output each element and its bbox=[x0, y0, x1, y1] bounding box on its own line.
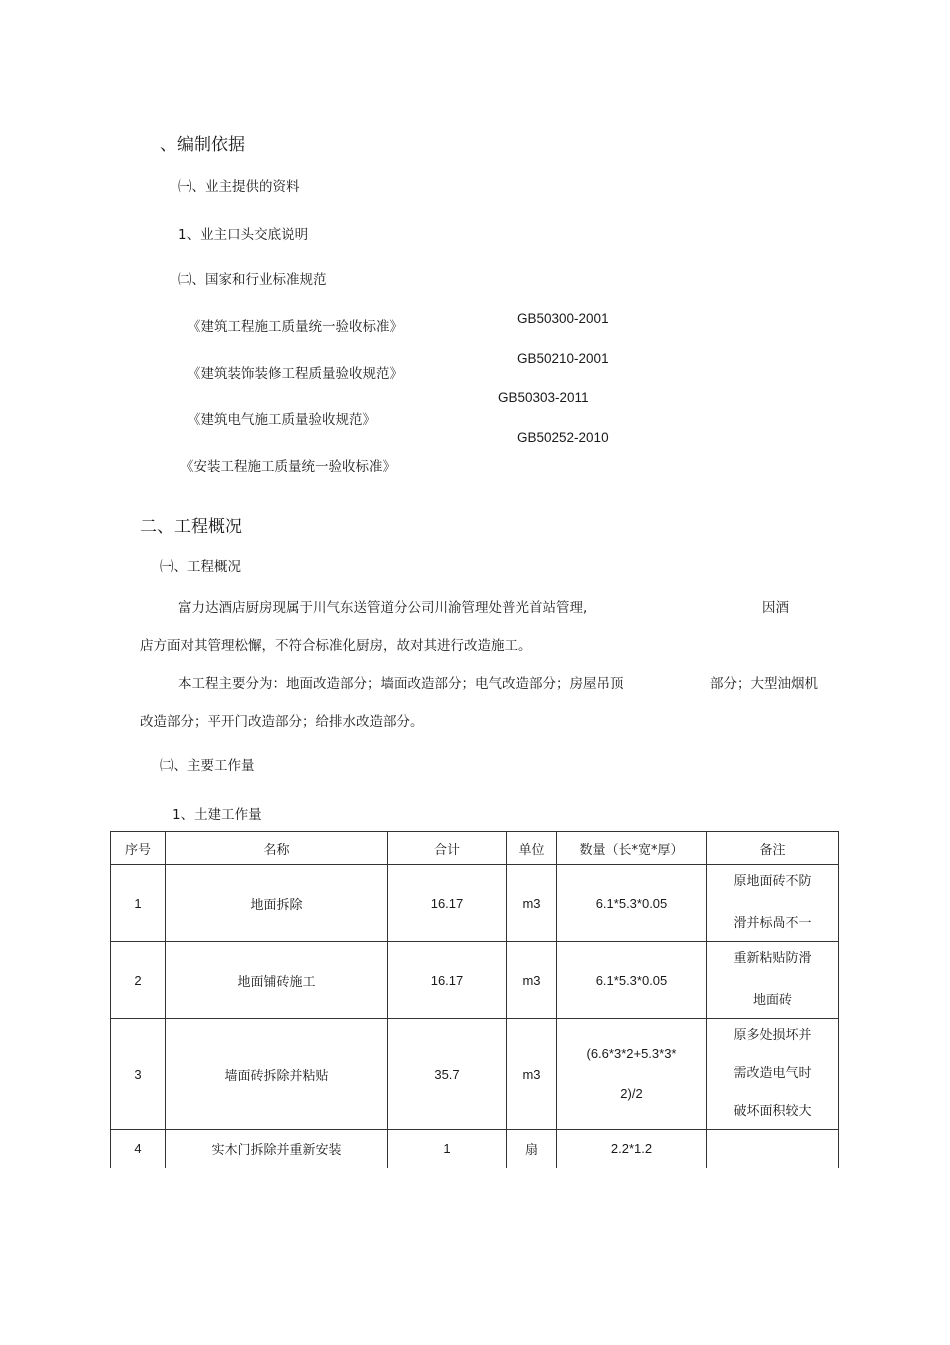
note-line: 原地面砖不防 bbox=[733, 874, 812, 889]
subsection-main-workload: ㈡、主要工作量 bbox=[160, 758, 255, 774]
cell-qty: 2.2*1.2 bbox=[557, 1130, 707, 1168]
cell-qty: 6.1*5.3*0.05 bbox=[557, 942, 707, 1019]
subsection-overview: ㈠、工程概况 bbox=[160, 559, 241, 575]
section-title-basis: 、编制依据 bbox=[160, 135, 245, 155]
cell-name: 实木门拆除并重新安装 bbox=[166, 1130, 388, 1168]
qty-line: (6.6*3*2+5.3*3* bbox=[586, 1046, 677, 1061]
cell-total: 1 bbox=[388, 1130, 507, 1168]
note-line: 地面砖 bbox=[752, 993, 792, 1008]
cell-total: 35.7 bbox=[388, 1019, 507, 1130]
cell-note bbox=[707, 942, 839, 1019]
note-line: 原多处损坏并 bbox=[733, 1028, 812, 1043]
cell-no: 4 bbox=[111, 1130, 166, 1168]
workload-table bbox=[110, 831, 839, 1168]
cell-unit: m3 bbox=[507, 865, 557, 942]
header-cell: 备注 bbox=[707, 832, 839, 865]
header-cell: 数量（长*宽*厚） bbox=[557, 832, 707, 865]
note-line: 需改造电气时 bbox=[733, 1066, 812, 1081]
standard-code: GB50303-2011 bbox=[498, 390, 589, 405]
table-row bbox=[111, 1019, 839, 1130]
qty-line: 2)/2 bbox=[620, 1086, 643, 1101]
cell-name: 墙面砖拆除并粘贴 bbox=[166, 1019, 388, 1130]
paragraph-text: 店方面对其管理松懈，不符合标准化厨房，故对其进行改造施工。 bbox=[140, 638, 532, 654]
paragraph-text: 部分；大型油烟机 bbox=[710, 676, 818, 692]
cell-qty bbox=[557, 1019, 707, 1130]
note-line: 破坏面积较大 bbox=[733, 1104, 812, 1119]
standard-name: 《建筑装饰装修工程质量验收规范》 bbox=[187, 366, 403, 382]
standard-name: 《建筑工程施工质量统一验收标准》 bbox=[187, 319, 403, 335]
standard-name: 《安装工程施工质量统一验收标准》 bbox=[180, 459, 396, 475]
table-row bbox=[111, 942, 839, 1019]
header-cell: 序号 bbox=[111, 832, 166, 865]
section-title-overview: 二、工程概况 bbox=[140, 517, 242, 537]
cell-total: 16.17 bbox=[388, 865, 507, 942]
cell-note bbox=[707, 865, 839, 942]
header-cell: 合计 bbox=[388, 832, 507, 865]
standard-code: GB50210-2001 bbox=[517, 351, 609, 366]
cell-no: 1 bbox=[111, 865, 166, 942]
paragraph-text: 因酒 bbox=[762, 600, 789, 616]
subsection-national-standards: ㈡、国家和行业标准规范 bbox=[178, 272, 327, 288]
cell-qty: 6.1*5.3*0.05 bbox=[557, 865, 707, 942]
standard-name: 《建筑电气施工质量验收规范》 bbox=[187, 412, 376, 428]
cell-note bbox=[707, 1130, 839, 1168]
note-line: 重新粘贴防滑 bbox=[733, 951, 812, 966]
cell-unit: m3 bbox=[507, 1019, 557, 1130]
standard-code: GB50252-2010 bbox=[517, 430, 609, 445]
item-owner-verbal: 1、业主口头交底说明 bbox=[178, 227, 309, 243]
table-header-row bbox=[111, 832, 839, 865]
header-cell: 单位 bbox=[507, 832, 557, 865]
table-row bbox=[111, 865, 839, 942]
paragraph-text: 改造部分；平开门改造部分；给排水改造部分。 bbox=[140, 714, 424, 730]
cell-total: 16.17 bbox=[388, 942, 507, 1019]
cell-no: 2 bbox=[111, 942, 166, 1019]
cell-note bbox=[707, 1019, 839, 1130]
subsection-owner-materials: ㈠、业主提供的资料 bbox=[178, 179, 300, 195]
standard-code: GB50300-2001 bbox=[517, 311, 609, 326]
cell-name: 地面拆除 bbox=[166, 865, 388, 942]
paragraph-text: 本工程主要分为：地面改造部分；墙面改造部分；电气改造部分；房屋吊顶 bbox=[178, 676, 624, 692]
table-row bbox=[111, 1130, 839, 1168]
item-civil-workload: 1、土建工作量 bbox=[172, 807, 262, 823]
cell-name: 地面铺砖施工 bbox=[166, 942, 388, 1019]
note-line: 滑并标咼不一 bbox=[733, 916, 812, 931]
cell-no: 3 bbox=[111, 1019, 166, 1130]
cell-unit: 扇 bbox=[507, 1130, 557, 1168]
cell-unit: m3 bbox=[507, 942, 557, 1019]
paragraph-text: 富力达酒店厨房现属于川气东送管道分公司川渝管理处普光首站管理, bbox=[178, 600, 588, 616]
header-cell: 名称 bbox=[166, 832, 388, 865]
